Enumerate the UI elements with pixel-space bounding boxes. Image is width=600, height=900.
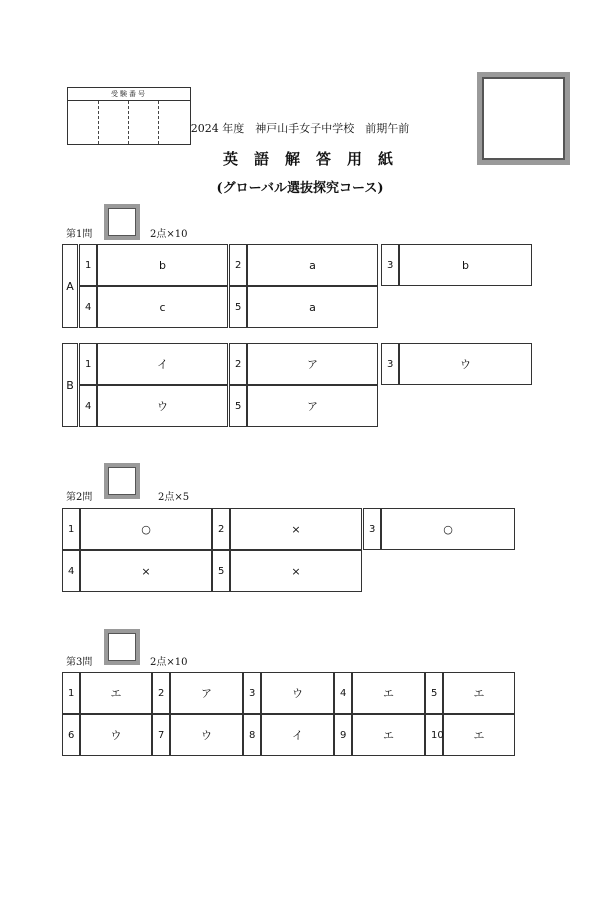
answer-cell[interactable]: a: [247, 244, 378, 286]
q1-points: 2点×10: [150, 229, 188, 240]
answer-cell[interactable]: ア: [170, 672, 243, 714]
question-number: 1: [62, 508, 80, 550]
exam-number-box[interactable]: [67, 87, 191, 145]
q1-label: 第1問: [66, 229, 93, 240]
exam-year-line: 2024 年度 神戸山手女子中学校 前期午前: [190, 122, 410, 135]
page-title: 英語解答用紙: [222, 150, 409, 168]
answer-cell[interactable]: b: [399, 244, 532, 286]
answer-cell[interactable]: ウ: [170, 714, 243, 756]
question-number: 5: [425, 672, 443, 714]
question-number: 3: [381, 244, 399, 286]
question-number: 1: [62, 672, 80, 714]
course-subtitle: (グローバル選抜探究コース): [216, 181, 384, 196]
question-number: 2: [229, 244, 247, 286]
answer-cell[interactable]: ×: [230, 508, 362, 550]
answer-cell[interactable]: エ: [443, 672, 515, 714]
q3-label: 第3問: [66, 657, 93, 668]
question-number: 3: [381, 343, 399, 385]
question-number: 5: [229, 385, 247, 427]
answer-cell[interactable]: ウ: [97, 385, 228, 427]
answer-cell[interactable]: イ: [97, 343, 228, 385]
q1-a-label: A: [62, 244, 78, 328]
answer-cell[interactable]: ア: [247, 385, 378, 427]
q1-b-label: B: [62, 343, 78, 427]
q2-score-box[interactable]: [104, 463, 140, 499]
answer-cell[interactable]: c: [97, 286, 228, 328]
answer-cell[interactable]: エ: [443, 714, 515, 756]
answer-cell[interactable]: エ: [80, 672, 152, 714]
answer-cell[interactable]: ウ: [261, 672, 334, 714]
answer-cell[interactable]: ×: [230, 550, 362, 592]
answer-cell[interactable]: イ: [261, 714, 334, 756]
answer-cell[interactable]: ○: [80, 508, 212, 550]
question-number: 4: [79, 385, 97, 427]
question-number: 6: [62, 714, 80, 756]
answer-cell[interactable]: ウ: [399, 343, 532, 385]
answer-cell[interactable]: b: [97, 244, 228, 286]
exam-number-label: 受験番号: [68, 88, 190, 101]
question-number: 5: [212, 550, 230, 592]
question-number: 4: [334, 672, 352, 714]
q3-points: 2点×10: [150, 657, 188, 668]
answer-cell[interactable]: ウ: [80, 714, 152, 756]
question-number: 10: [425, 714, 443, 756]
answer-cell[interactable]: エ: [352, 714, 425, 756]
question-number: 1: [79, 343, 97, 385]
question-number: 4: [79, 286, 97, 328]
answer-cell[interactable]: ○: [381, 508, 515, 550]
question-number: 9: [334, 714, 352, 756]
answer-cell[interactable]: ×: [80, 550, 212, 592]
question-number: 1: [79, 244, 97, 286]
q1-score-box[interactable]: [104, 204, 140, 240]
q3-score-box[interactable]: [104, 629, 140, 665]
q2-points: 2点×5: [158, 492, 190, 503]
question-number: 2: [152, 672, 170, 714]
question-number: 7: [152, 714, 170, 756]
answer-cell[interactable]: エ: [352, 672, 425, 714]
question-number: 4: [62, 550, 80, 592]
answer-cell[interactable]: a: [247, 286, 378, 328]
question-number: 5: [229, 286, 247, 328]
q2-label: 第2問: [66, 492, 93, 503]
answer-cell[interactable]: ア: [247, 343, 378, 385]
question-number: 2: [212, 508, 230, 550]
question-number: 3: [243, 672, 261, 714]
question-number: 2: [229, 343, 247, 385]
question-number: 8: [243, 714, 261, 756]
question-number: 3: [363, 508, 381, 550]
